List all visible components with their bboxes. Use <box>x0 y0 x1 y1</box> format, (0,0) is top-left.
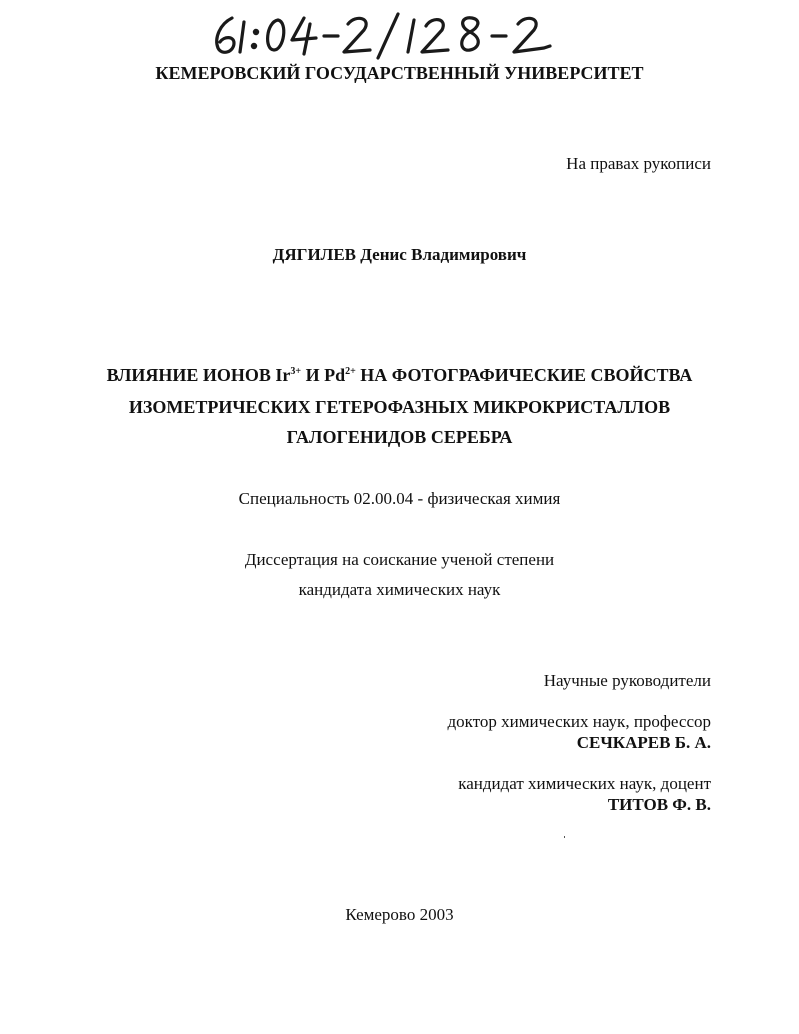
supervisor-1-position: доктор химических наук, профессор <box>447 712 711 731</box>
pd-charge: 2+ <box>345 366 356 377</box>
title-line-1-part-2: И Pd <box>301 365 346 385</box>
university-name: КЕМЕРОВСКИЙ ГОСУДАРСТВЕННЫЙ УНИВЕРСИТЕТ <box>155 63 644 83</box>
author-given-names: Денис Владимирович <box>360 245 527 264</box>
author-surname: ДЯГИЛЕВ <box>272 245 357 264</box>
dissertation-line-1: Диссертация на соискание ученой степени <box>244 550 555 569</box>
handwritten-archive-code <box>200 10 580 60</box>
title-line-3: ГАЛОГЕНИДОВ СЕРЕБРА <box>286 427 513 447</box>
supervisors-heading: Научные руководители <box>543 671 711 690</box>
author-name <box>0 245 799 265</box>
dissertation-line-2: кандидата химических наук <box>298 580 501 599</box>
title-line-1 <box>0 365 799 386</box>
manuscript-note: На правах рукописи <box>566 154 711 173</box>
scan-speck <box>564 836 565 838</box>
specialty: Специальность 02.00.04 - физическая химия <box>238 489 561 508</box>
place-year: Кемерово 2003 <box>345 905 454 924</box>
title-line-1-part-1: ВЛИЯНИЕ ИОНОВ Ir <box>106 365 291 385</box>
ir-charge: 3+ <box>290 366 302 377</box>
title-line-2: ИЗОМЕТРИЧЕСКИХ ГЕТЕРОФАЗНЫХ МИКРОКРИСТАЛЛОВ <box>128 397 671 417</box>
title-line-1-part-3: НА ФОТОГРАФИЧЕСКИЕ СВОЙСТВА <box>355 365 693 385</box>
supervisor-2-name: ТИТОВ Ф. В. <box>607 795 711 814</box>
supervisor-1-name: СЕЧКАРЕВ Б. А. <box>576 733 711 752</box>
supervisor-2-position: кандидат химических наук, доцент <box>458 774 711 793</box>
